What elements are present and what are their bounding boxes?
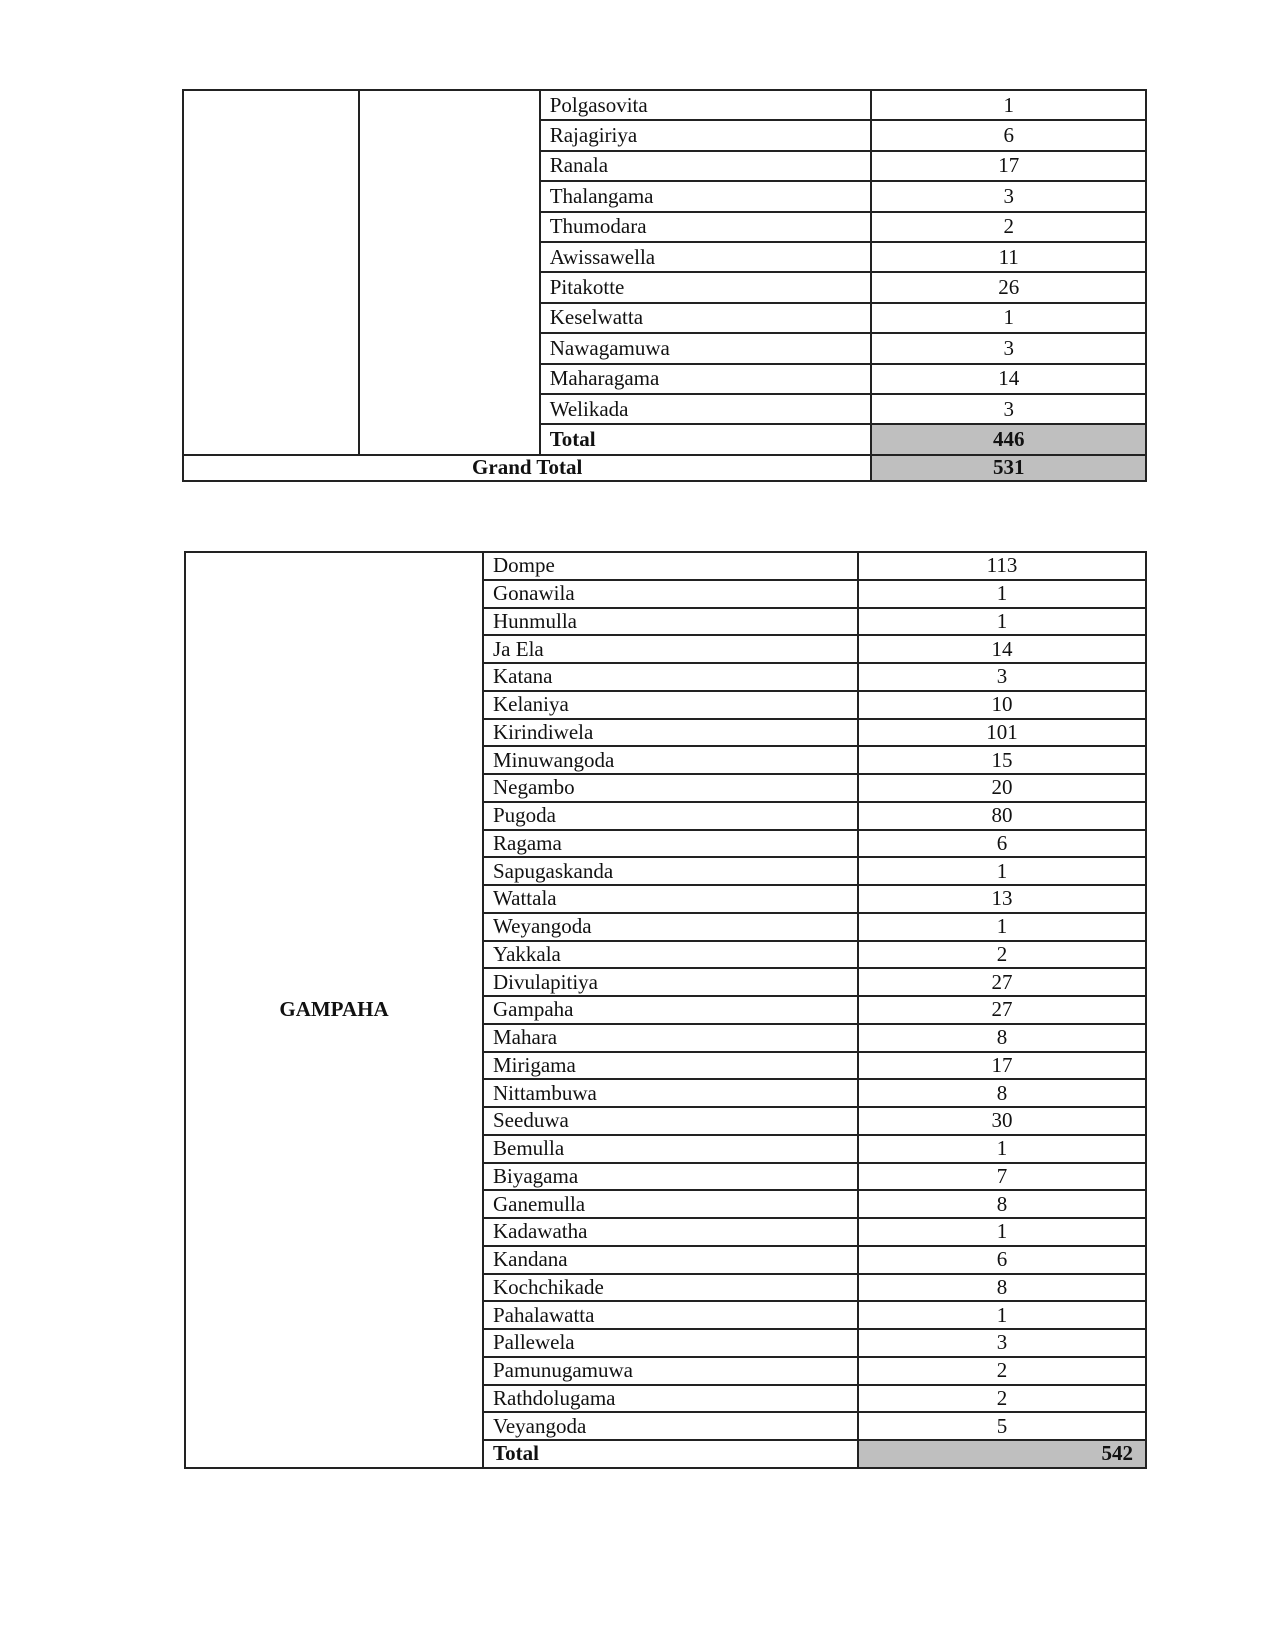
location-count: 1 [858,913,1146,941]
location-name: Hunmulla [483,608,858,636]
location-count: 14 [858,635,1146,663]
location-count: 113 [858,552,1146,580]
location-count: 8 [858,1024,1146,1052]
location-count: 1 [871,303,1146,333]
grand-total-value: 531 [871,455,1146,481]
location-name: Veyangoda [483,1412,858,1440]
location-count: 5 [858,1412,1146,1440]
location-name: Kandana [483,1246,858,1274]
location-name: Kochchikade [483,1274,858,1302]
location-count: 30 [858,1107,1146,1135]
location-count: 27 [858,968,1146,996]
total-label: Total [540,424,872,454]
location-name: Dompe [483,552,858,580]
location-count: 20 [858,774,1146,802]
location-name: Ragama [483,830,858,858]
district-table-continued [182,89,1147,482]
location-count: 14 [871,364,1146,394]
location-name: Keselwatta [540,303,872,333]
location-name: Sapugaskanda [483,857,858,885]
location-count: 8 [858,1190,1146,1218]
location-count: 17 [871,151,1146,181]
total-value: 542 [858,1440,1146,1468]
location-count: 1 [871,90,1146,120]
location-name: Rathdolugama [483,1385,858,1413]
location-name: Gonawila [483,580,858,608]
total-label: Total [483,1440,858,1468]
location-count: 2 [858,1357,1146,1385]
location-name: Ganemulla [483,1190,858,1218]
location-name: Awissawella [540,242,872,272]
location-count: 6 [871,120,1146,150]
location-name: Welikada [540,394,872,424]
location-count: 1 [858,1135,1146,1163]
grand-total-row [183,455,1146,481]
location-name: Bemulla [483,1135,858,1163]
location-name: Seeduwa [483,1107,858,1135]
location-name: Kelaniya [483,691,858,719]
location-name: Katana [483,663,858,691]
location-count: 10 [858,691,1146,719]
location-name: Mahara [483,1024,858,1052]
location-count: 8 [858,1079,1146,1107]
location-count: 7 [858,1163,1146,1191]
location-name: Biyagama [483,1163,858,1191]
location-count: 6 [858,830,1146,858]
district-name: GAMPAHA [185,552,483,1468]
table-row [185,552,1146,580]
table-row [183,90,1146,120]
location-name: Thumodara [540,212,872,242]
location-name: Maharagama [540,364,872,394]
location-name: Rajagiriya [540,120,872,150]
location-count: 13 [858,885,1146,913]
location-count: 1 [858,580,1146,608]
location-count: 1 [858,857,1146,885]
location-name: Negambo [483,774,858,802]
location-name: Thalangama [540,181,872,211]
grand-total-label: Grand Total [183,455,871,481]
location-name: Ranala [540,151,872,181]
location-count: 1 [858,608,1146,636]
location-name: Weyangoda [483,913,858,941]
blank-district-cell [183,90,359,455]
location-count: 3 [871,333,1146,363]
location-name: Ja Ela [483,635,858,663]
location-count: 2 [858,941,1146,969]
location-count: 27 [858,996,1146,1024]
location-count: 3 [858,1329,1146,1357]
location-count: 11 [871,242,1146,272]
location-count: 1 [858,1301,1146,1329]
location-count: 80 [858,802,1146,830]
location-count: 2 [858,1385,1146,1413]
location-name: Pugoda [483,802,858,830]
location-name: Pamunugamuwa [483,1357,858,1385]
location-name: Nawagamuwa [540,333,872,363]
location-name: Gampaha [483,996,858,1024]
location-count: 1 [858,1218,1146,1246]
location-count: 17 [858,1052,1146,1080]
location-name: Kadawatha [483,1218,858,1246]
location-name: Yakkala [483,941,858,969]
location-name: Polgasovita [540,90,872,120]
location-name: Mirigama [483,1052,858,1080]
location-name: Pallewela [483,1329,858,1357]
gampaha-table [184,551,1147,1469]
location-count: 15 [858,746,1146,774]
location-count: 3 [871,181,1146,211]
location-name: Wattala [483,885,858,913]
location-count: 8 [858,1274,1146,1302]
location-name: Pahalawatta [483,1301,858,1329]
location-name: Nittambuwa [483,1079,858,1107]
location-count: 6 [858,1246,1146,1274]
location-name: Divulapitiya [483,968,858,996]
location-count: 3 [858,663,1146,691]
location-name: Pitakotte [540,272,872,302]
location-count: 26 [871,272,1146,302]
location-name: Kirindiwela [483,719,858,747]
location-count: 2 [871,212,1146,242]
location-count: 3 [871,394,1146,424]
location-name: Minuwangoda [483,746,858,774]
blank-division-cell [359,90,539,455]
location-count: 101 [858,719,1146,747]
total-value: 446 [871,424,1146,454]
